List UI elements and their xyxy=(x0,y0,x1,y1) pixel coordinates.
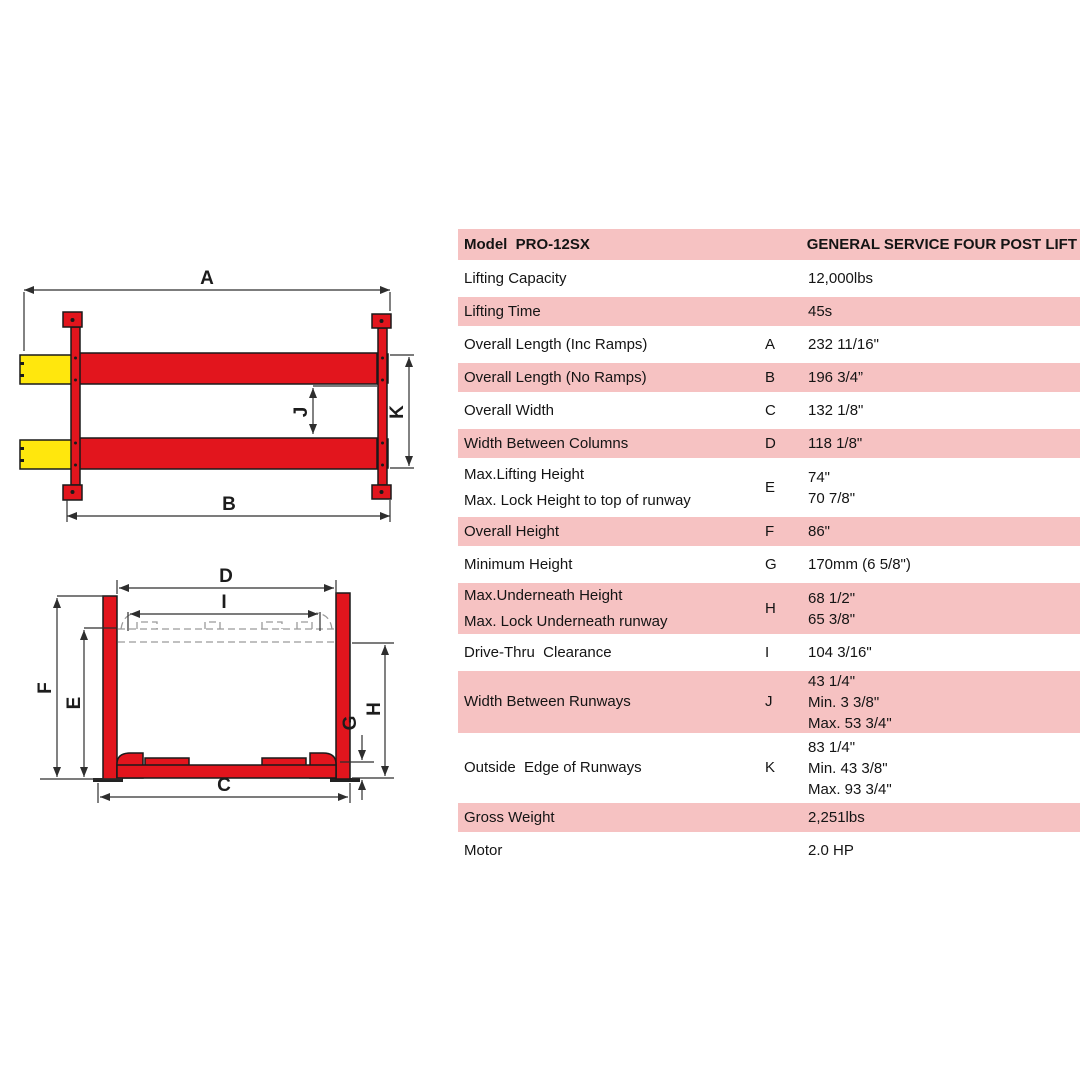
spec-row xyxy=(458,834,1080,867)
spec-table xyxy=(458,229,1080,867)
dim-label-b: B xyxy=(222,494,236,515)
spec-label-line: Drive-Thru Clearance xyxy=(464,643,612,661)
spec-value-line: 45s xyxy=(808,303,833,320)
spec-label-cell xyxy=(458,262,765,295)
spec-label-cell xyxy=(458,394,765,427)
spec-label-line: Motor xyxy=(464,841,503,859)
spec-row xyxy=(458,361,1080,394)
spec-value-cell xyxy=(808,328,1080,361)
spec-value-cell xyxy=(808,583,1080,634)
spec-row xyxy=(458,801,1080,834)
spec-value-line: 104 3/16" xyxy=(808,644,872,661)
spec-label-line: Overall Height xyxy=(464,522,560,540)
spec-letter-cell: D xyxy=(765,434,776,452)
spec-label-line: Minimum Height xyxy=(464,555,573,573)
spec-value-line: 70 7/8" xyxy=(808,489,856,507)
spec-label-line: Lifting Time xyxy=(464,302,541,320)
spec-value-cell xyxy=(808,517,1080,546)
spec-row xyxy=(458,636,1080,669)
spec-value-cell xyxy=(808,671,1080,733)
spec-letter-cell: B xyxy=(765,368,776,386)
spec-value-line: 2,251lbs xyxy=(808,809,865,826)
spec-label-cell xyxy=(458,297,765,326)
spec-value-line: 86" xyxy=(808,523,831,540)
spec-letter-cell xyxy=(765,803,808,832)
spec-label-cell xyxy=(458,636,765,669)
spec-label-cell xyxy=(458,517,765,546)
spec-row xyxy=(458,427,1080,460)
spec-value-cell xyxy=(808,363,1080,392)
spec-letter-cell: A xyxy=(765,335,776,353)
spec-table-header xyxy=(458,229,1080,262)
spec-value-cell xyxy=(808,262,1080,295)
spec-value-line: 118 1/8" xyxy=(808,435,863,452)
spec-letter-cell: K xyxy=(765,759,776,776)
spec-label-line: Gross Weight xyxy=(464,808,555,826)
end-view-diagram xyxy=(35,566,394,803)
spec-value-line: 170mm (6 5/8") xyxy=(808,556,911,573)
spec-letter-cell: C xyxy=(765,401,776,419)
spec-label-cell xyxy=(458,671,765,733)
dim-label-k: K xyxy=(387,405,408,419)
spec-label-line: Max.Underneath Height xyxy=(464,586,623,604)
table-title: GENERAL SERVICE FOUR POST LIFT xyxy=(806,235,1077,253)
spec-value-line: 65 3/8" xyxy=(808,610,856,628)
spec-value-line: 132 1/8" xyxy=(808,402,864,419)
spec-label-line: Max. Lock Underneath runway xyxy=(464,612,668,630)
dim-label-a: A xyxy=(200,268,214,289)
spec-value-cell xyxy=(808,297,1080,326)
spec-label-cell xyxy=(458,803,765,832)
model-name: Model PRO-12SX xyxy=(464,235,590,253)
dim-label-h: H xyxy=(364,702,385,716)
spec-value-cell xyxy=(808,803,1080,832)
raised-runway-dashed-outline xyxy=(118,613,335,642)
spec-row xyxy=(458,581,1080,636)
spec-letter-cell: I xyxy=(765,643,770,661)
spec-letter-cell: E xyxy=(765,478,776,496)
plan-view-lift-shapes xyxy=(20,312,391,500)
spec-value-line: Min. 3 3/8" xyxy=(808,693,880,711)
spec-value-cell xyxy=(808,460,1080,515)
spec-value-line: Min. 43 3/8" xyxy=(808,759,888,777)
spec-letter-cell: F xyxy=(765,522,775,540)
dim-label-d: D xyxy=(219,566,233,587)
spec-label-line: Max. Lock Height to top of runway xyxy=(464,491,691,509)
spec-letter-cell: H xyxy=(765,599,776,617)
spec-label-cell xyxy=(458,429,765,458)
spec-label-line: Width Between Columns xyxy=(464,434,629,452)
spec-letter-cell: G xyxy=(765,555,777,573)
spec-label-line: Width Between Runways xyxy=(464,693,631,710)
spec-value-line: Max. 53 3/4" xyxy=(808,714,892,732)
spec-letter-cell: J xyxy=(765,693,773,710)
spec-label-cell xyxy=(458,548,765,581)
spec-label-cell xyxy=(458,834,765,867)
dim-label-c: C xyxy=(217,775,231,796)
dim-label-i: I xyxy=(221,592,227,613)
spec-label-line: Max.Lifting Height xyxy=(464,465,585,483)
spec-row xyxy=(458,394,1080,427)
spec-value-line: 196 3/4” xyxy=(808,369,864,386)
spec-letter-cell xyxy=(765,262,808,295)
spec-value-cell xyxy=(808,548,1080,581)
spec-label-line: Overall Length (Inc Ramps) xyxy=(464,335,648,353)
spec-label-cell xyxy=(458,363,765,392)
spec-value-line: Max. 93 3/4" xyxy=(808,780,892,798)
spec-value-line: 232 11/16" xyxy=(808,336,879,353)
spec-label-line: Overall Width xyxy=(464,401,555,419)
spec-row xyxy=(458,515,1080,548)
spec-table-rows xyxy=(458,262,1080,867)
spec-label-line: Overall Length (No Ramps) xyxy=(464,368,647,386)
spec-row xyxy=(458,735,1080,801)
spec-value-cell xyxy=(808,735,1080,801)
spec-row xyxy=(458,548,1080,581)
spec-row xyxy=(458,460,1080,515)
spec-value-line: 83 1/4" xyxy=(808,738,856,756)
spec-value-cell xyxy=(808,834,1080,867)
spec-row xyxy=(458,262,1080,295)
spec-label-cell xyxy=(458,328,765,361)
spec-value-cell xyxy=(808,636,1080,669)
dim-label-f: F xyxy=(35,682,56,694)
spec-label-line: Outside Edge of Runways xyxy=(464,759,642,776)
spec-value-line: 2.0 HP xyxy=(808,842,854,859)
spec-value-line: 74" xyxy=(808,468,831,486)
dim-label-j: J xyxy=(291,406,312,418)
plan-view-diagram xyxy=(20,268,414,522)
spec-row xyxy=(458,669,1080,735)
spec-value-line: 43 1/4" xyxy=(808,672,856,690)
dim-label-e: E xyxy=(64,696,85,710)
spec-letter-cell xyxy=(765,834,808,867)
dim-label-g: G xyxy=(340,715,361,731)
spec-label-cell xyxy=(458,583,765,634)
spec-label-cell xyxy=(458,735,765,801)
spec-label-line: Lifting Capacity xyxy=(464,269,567,287)
spec-value-line: 12,000lbs xyxy=(808,270,874,287)
spec-label-cell xyxy=(458,460,765,515)
spec-row xyxy=(458,295,1080,328)
spec-value-line: 68 1/2" xyxy=(808,589,856,607)
spec-value-cell xyxy=(808,429,1080,458)
spec-value-cell xyxy=(808,394,1080,427)
spec-letter-cell xyxy=(765,297,808,326)
spec-row xyxy=(458,328,1080,361)
